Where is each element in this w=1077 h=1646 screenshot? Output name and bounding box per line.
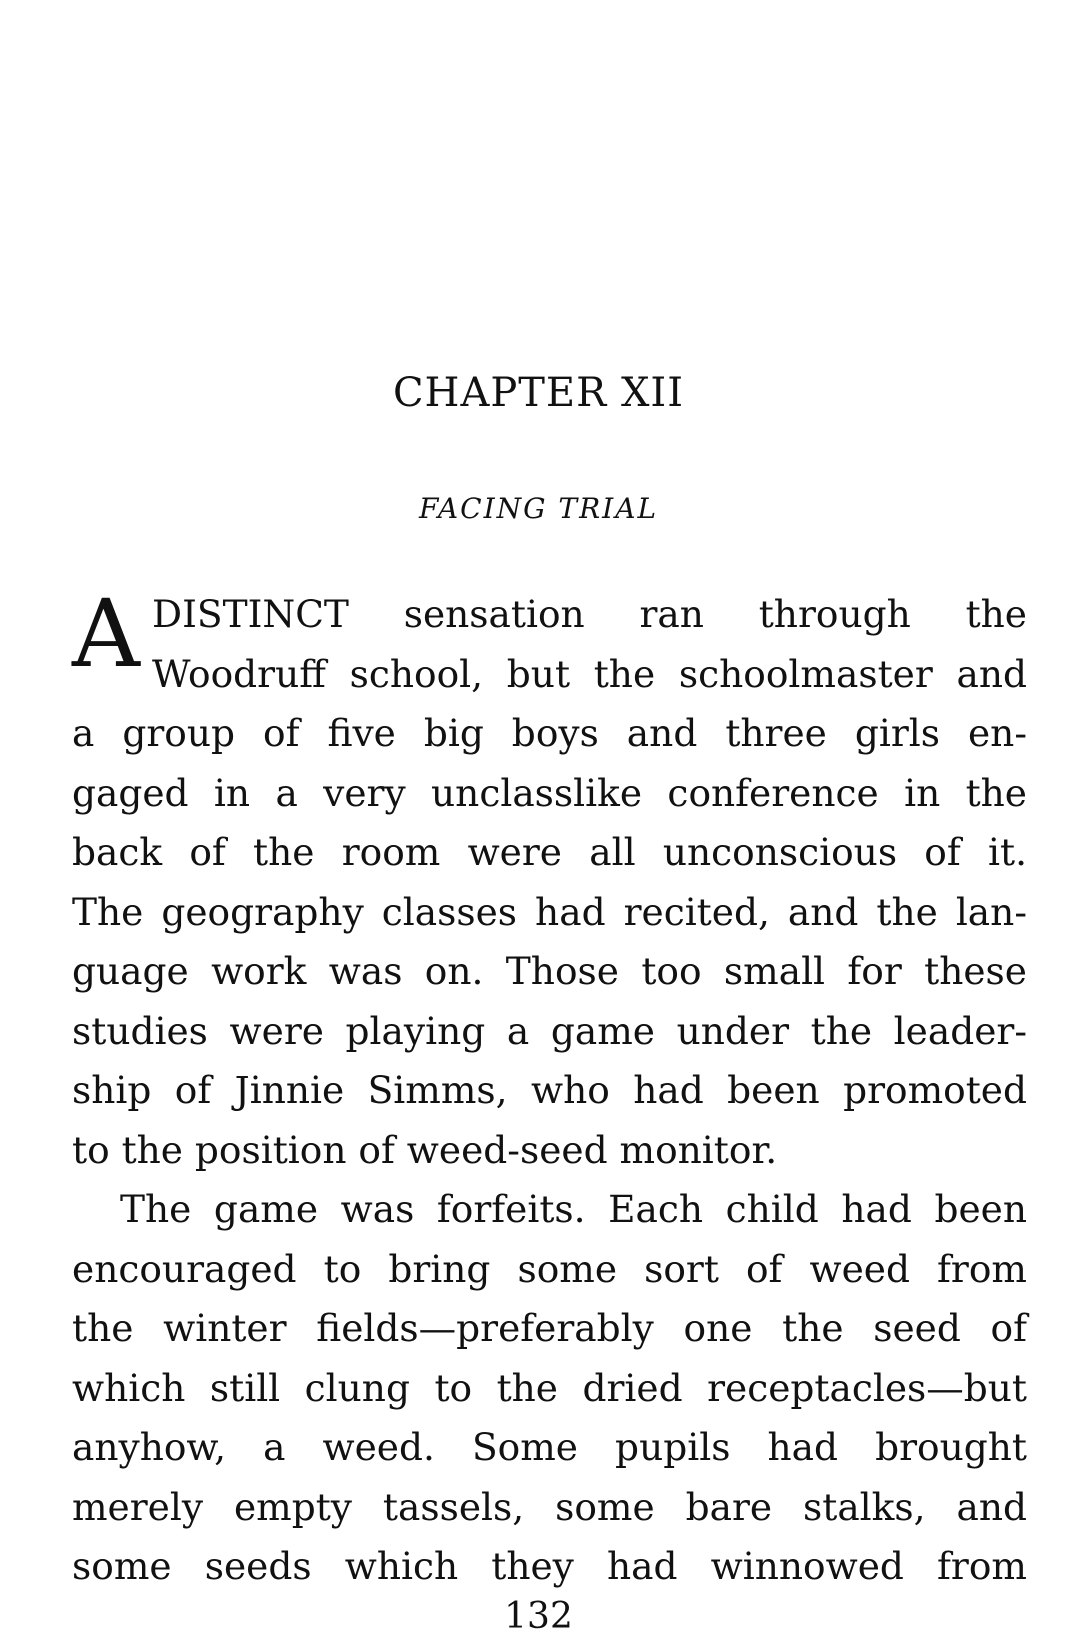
text-line: anyhow, a weed. Some pupils had brought — [72, 1425, 1027, 1469]
text-line: guage work was on. Those too small for these — [72, 949, 1027, 993]
body-text — [72, 580, 1027, 1597]
chapter-heading: CHAPTER XII — [392, 370, 685, 416]
text-line: to the position of weed-seed monitor. — [72, 1127, 778, 1172]
page-number: 132 — [504, 1596, 573, 1637]
text-line: back of the room were all unconscious of it. — [72, 830, 1027, 874]
text-line: DISTINCT sensation ran through the — [152, 592, 1027, 636]
text-line: studies were playing a game under the leader- — [72, 1008, 1027, 1053]
text-line: gaged in a very unclasslike conference in the — [72, 770, 1027, 815]
text-line: Woodruff school, but the schoolmaster and — [152, 651, 1027, 696]
text-line: some seeds which they had winnowed from — [72, 1544, 1027, 1588]
text-line: merely empty tassels, some bare stalks, and — [72, 1484, 1027, 1529]
text-line: a group of five big boys and three girls en- — [72, 711, 1027, 755]
drop-cap: A — [72, 580, 140, 689]
text-line: the winter fields—preferably one the seed of — [72, 1306, 1027, 1350]
text-line: The geography classes had recited, and the lan- — [72, 889, 1027, 934]
text-line: The game was forfeits. Each child had been — [120, 1187, 1027, 1231]
chapter-title: FACING TRIAL — [418, 492, 659, 525]
text-line: which still clung to the dried receptacles—but — [72, 1365, 1027, 1410]
text-line: ship of Jinnie Simms, who had been promoted — [72, 1068, 1027, 1112]
text-line: encouraged to bring some sort of weed from — [72, 1246, 1027, 1291]
